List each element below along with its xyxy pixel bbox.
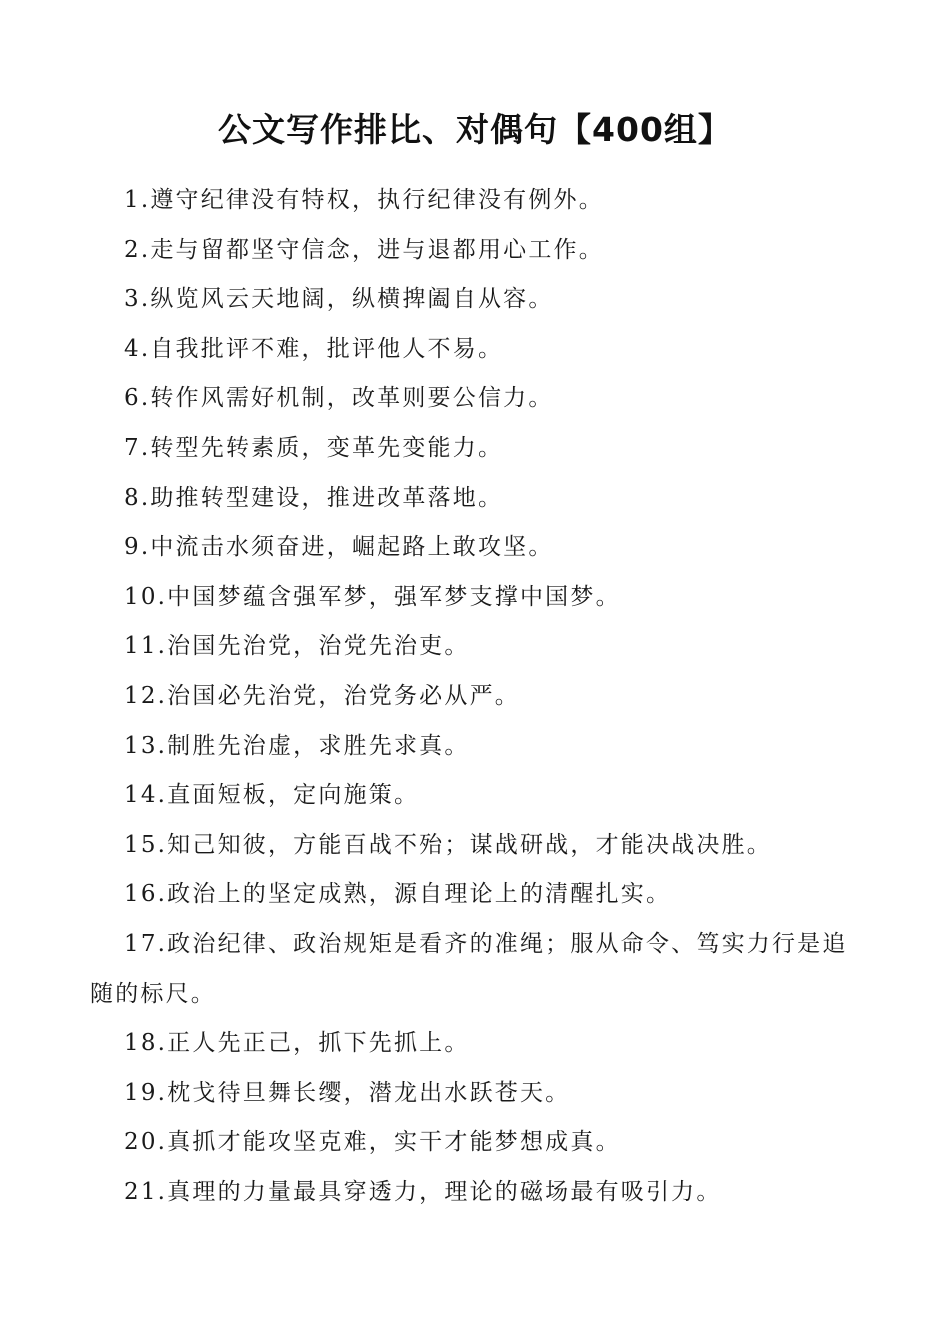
list-item: 6.转作风需好机制，改革则要公信力。 [124, 385, 554, 412]
list-item: 12.治国必先治党，治党务必从严。 [124, 682, 520, 709]
document-body [90, 176, 862, 1217]
list-item: 18.正人先正己，抓下先抓上。 [124, 1030, 470, 1057]
list-item: 8.助推转型建设，推进改革落地。 [124, 484, 504, 511]
list-item: 14.直面短板，定向施策。 [124, 782, 420, 809]
list-item: 16.政治上的坚定成熟，源自理论上的清醒扎实。 [124, 881, 672, 908]
list-item: 11.治国先治党，治党先治吏。 [124, 633, 470, 660]
list-item: 9.中流击水须奋进，崛起路上敢攻坚。 [124, 534, 554, 561]
list-item: 7.转型先转素质，变革先变能力。 [124, 434, 504, 461]
list-item: 20.真抓才能攻坚克难，实干才能梦想成真。 [124, 1129, 621, 1156]
list-item: 21.真理的力量最具穿透力，理论的磁场最有吸引力。 [124, 1178, 722, 1205]
list-item: 13.制胜先治虚，求胜先求真。 [124, 732, 470, 759]
list-item: 17.政治纪律、政治规矩是看齐的准绳；服从命令、笃实力行是追随的标尺。 [90, 930, 848, 1007]
list-item: 10.中国梦蕴含强军梦，强军梦支撑中国梦。 [124, 583, 621, 610]
document-title: 公文写作排比、对偶句【400组】 [218, 110, 732, 149]
list-item: 1.遵守纪律没有特权，执行纪律没有例外。 [124, 187, 604, 213]
list-item: 15.知己知彼，方能百战不殆；谋战研战，才能决战决胜。 [124, 831, 772, 858]
list-item: 19.枕戈待旦舞长缨，潜龙出水跃苍天。 [124, 1079, 571, 1106]
list-item: 3.纵览风云天地阔，纵横捭阖自从容。 [124, 286, 554, 313]
list-item: 2.走与留都坚守信念，进与退都用心工作。 [124, 236, 604, 263]
list-item: 4.自我批评不难，批评他人不易。 [124, 335, 504, 362]
